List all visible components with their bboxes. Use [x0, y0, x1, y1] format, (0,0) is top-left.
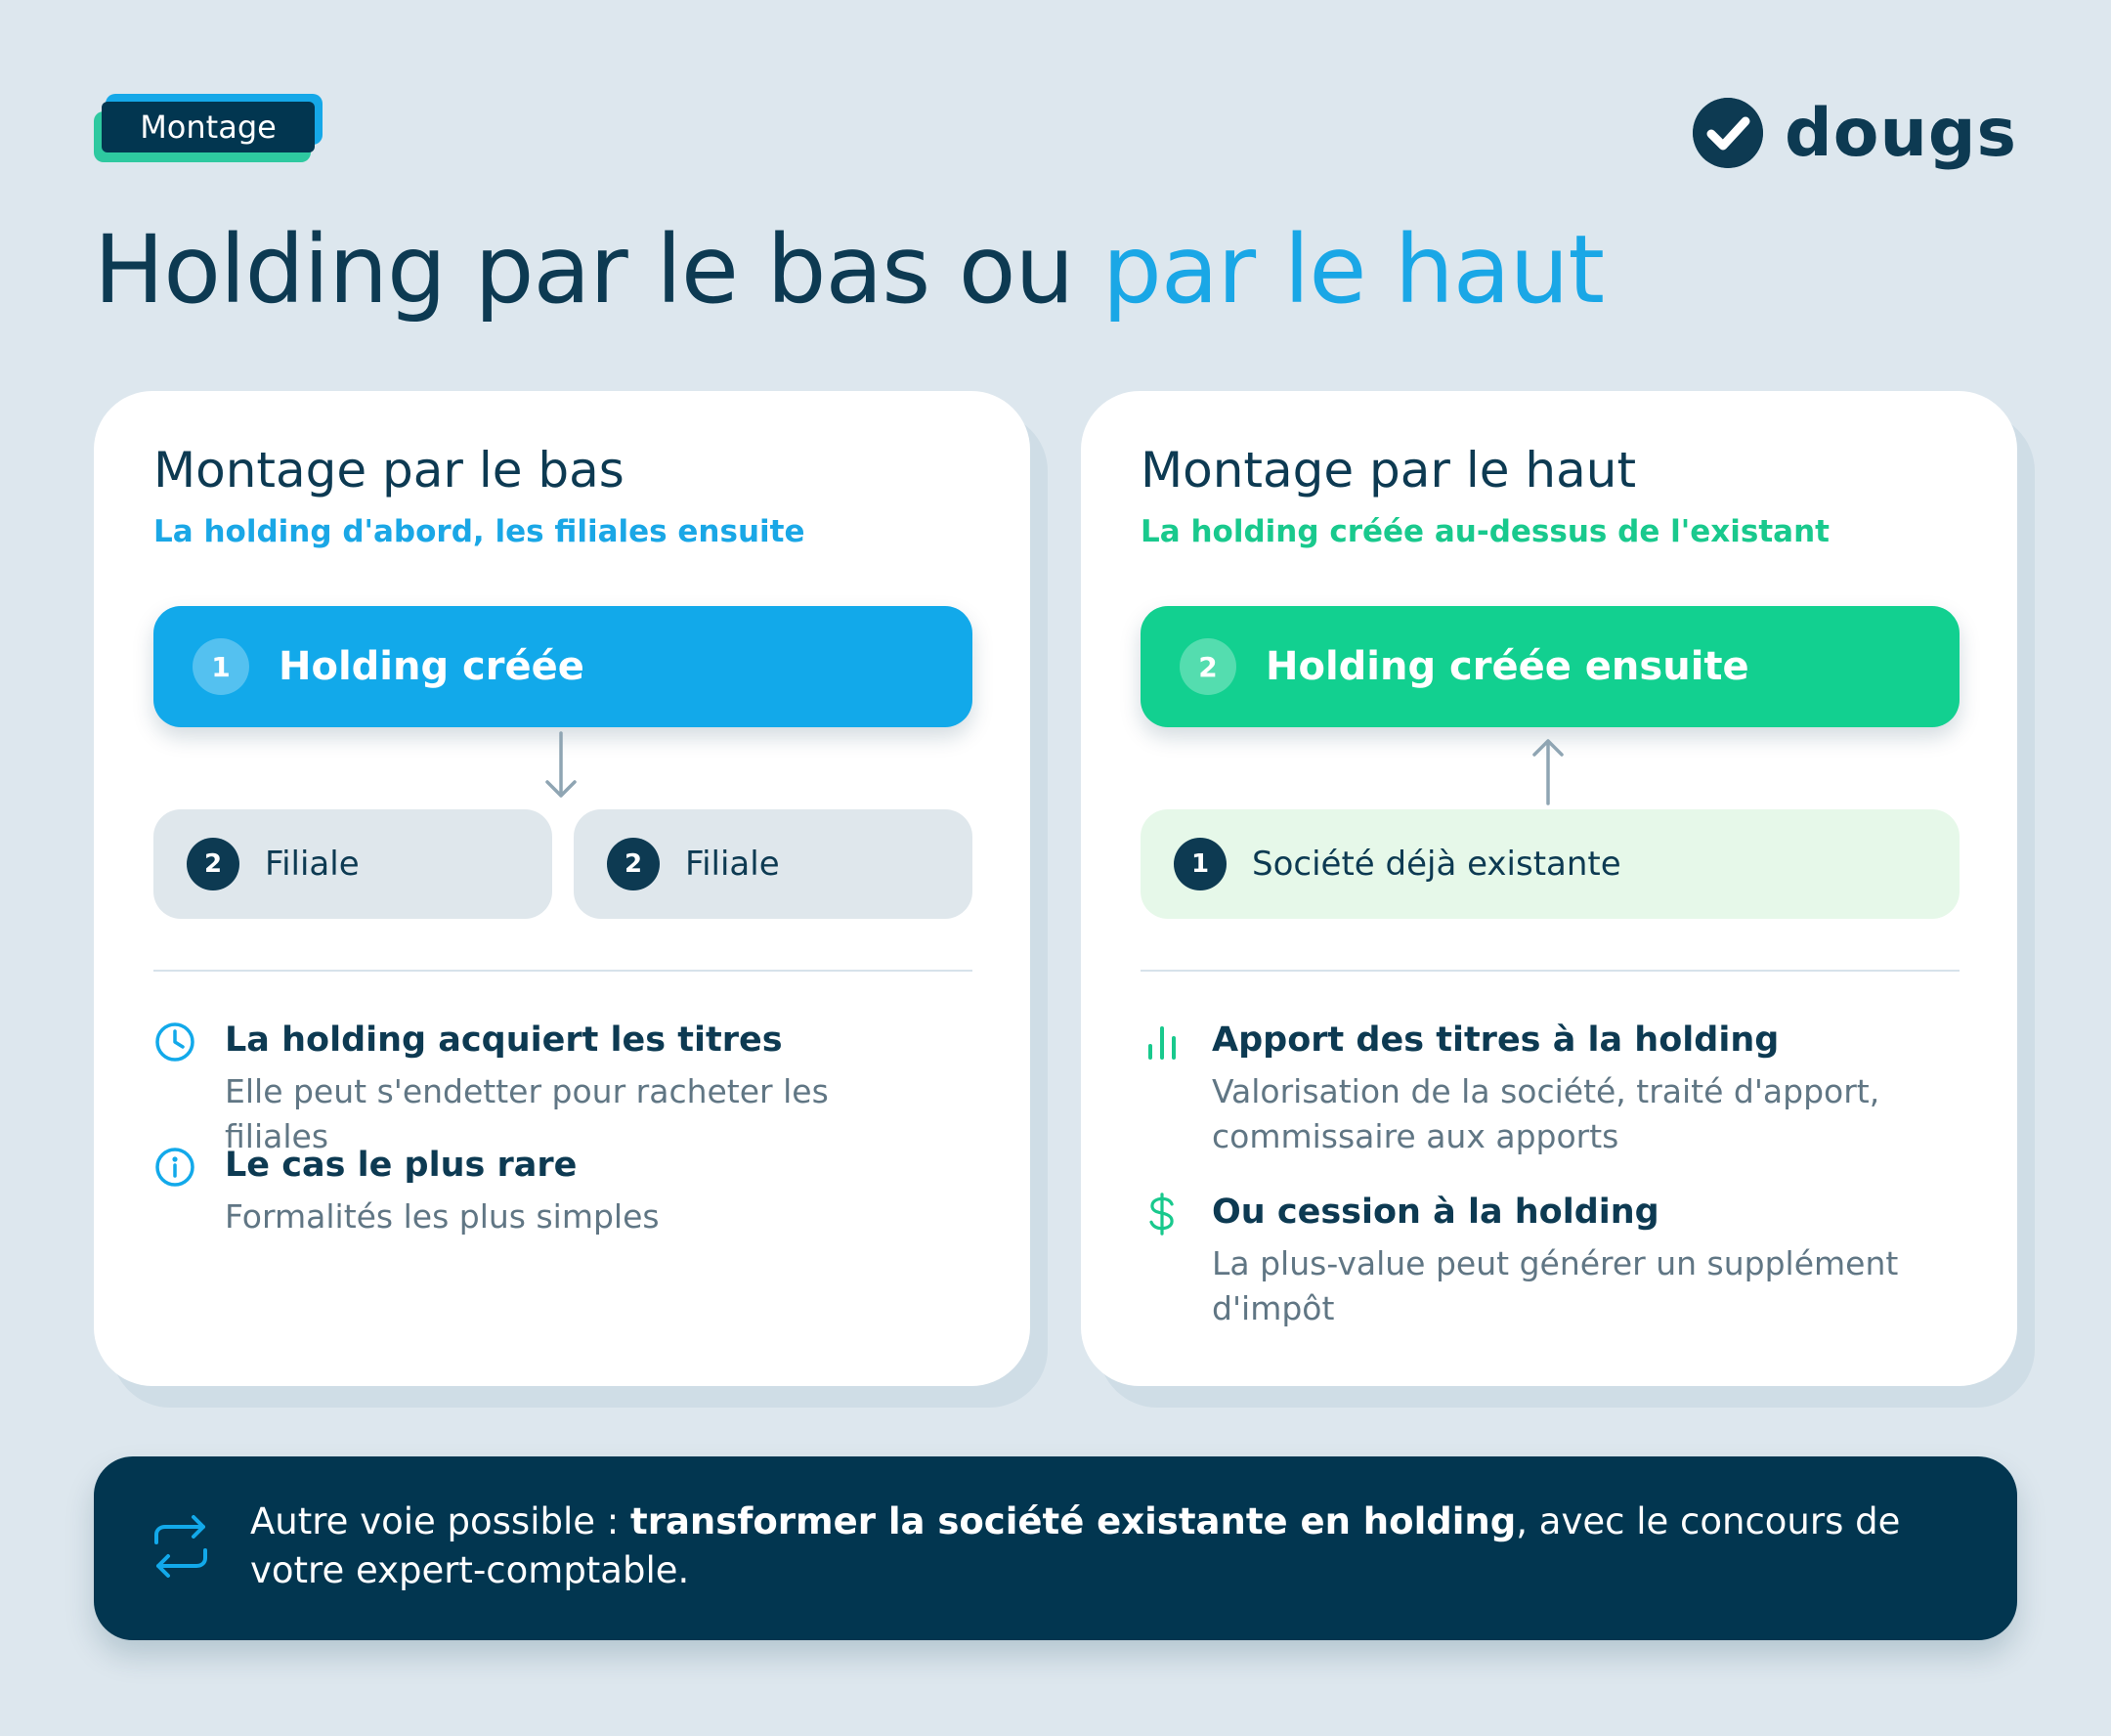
holding-box	[1141, 606, 1960, 727]
filiale-box	[153, 809, 552, 919]
item-title: Apport des titres à la holding	[1212, 1020, 1780, 1060]
item-title: La holding acquiert les titres	[225, 1020, 783, 1060]
clock-icon	[153, 1020, 196, 1063]
card-title: Montage par le bas	[153, 442, 625, 499]
step-number: 1	[1174, 838, 1227, 890]
footer-text	[250, 1497, 1970, 1595]
footer-text-after: , avec le concours de votre expert-comptable.	[250, 1500, 1901, 1591]
dollar-icon	[1141, 1193, 1184, 1236]
card-title: Montage par le haut	[1141, 442, 1637, 499]
arrow-up-icon	[1527, 733, 1570, 807]
check-circle-icon	[1693, 98, 1763, 168]
info-icon	[153, 1146, 196, 1189]
card-montage-bas	[94, 391, 1030, 1386]
item-description: La plus-value peut générer un supplément d'impôt	[1212, 1244, 1899, 1327]
item-description: Elle peut s'endetter pour racheter les filiales	[225, 1072, 829, 1155]
item-title: Ou cession à la holding	[1212, 1193, 1659, 1232]
footer-text-before: Autre voie possible :	[250, 1500, 631, 1542]
card-montage-haut	[1081, 391, 2017, 1386]
step-number: 2	[1180, 638, 1236, 695]
repeat-arrows-icon	[151, 1513, 211, 1580]
filiale-label: Filiale	[265, 845, 360, 884]
footer-text-bold: transformer la société existante en holding	[630, 1500, 1517, 1542]
category-tag-label: Montage	[102, 102, 315, 152]
step-number: 2	[187, 838, 239, 890]
holding-label: Holding créée	[279, 644, 584, 689]
item-title: Le cas le plus rare	[225, 1146, 578, 1185]
step-number: 1	[193, 638, 249, 695]
filiale-label: Filiale	[685, 845, 780, 884]
filiale-box	[574, 809, 972, 919]
card-subtitle: La holding créée au-dessus de l'existant	[1141, 514, 1830, 549]
divider	[1141, 970, 1960, 972]
item-description: Formalités les plus simples	[225, 1197, 660, 1236]
footer-banner	[94, 1456, 2017, 1640]
brand-logo	[1693, 94, 2017, 172]
card-subtitle: La holding d'abord, les filiales ensuite	[153, 514, 805, 549]
divider	[153, 970, 972, 972]
page-title-main: Holding par le bas ou	[94, 215, 1102, 325]
bar-chart-icon	[1141, 1020, 1184, 1063]
holding-box	[153, 606, 972, 727]
item-description: Valorisation de la société, traité d'apport, commissaire aux apports	[1212, 1072, 1880, 1155]
existing-company-label: Société déjà existante	[1252, 845, 1621, 884]
existing-company-box	[1141, 809, 1960, 919]
page-title-accent: par le haut	[1101, 215, 1605, 325]
holding-label: Holding créée ensuite	[1266, 644, 1749, 689]
brand-name: dougs	[1785, 94, 2017, 172]
page-title	[94, 215, 1604, 325]
step-number: 2	[607, 838, 660, 890]
arrow-down-icon	[539, 729, 582, 803]
category-tag	[94, 94, 326, 166]
